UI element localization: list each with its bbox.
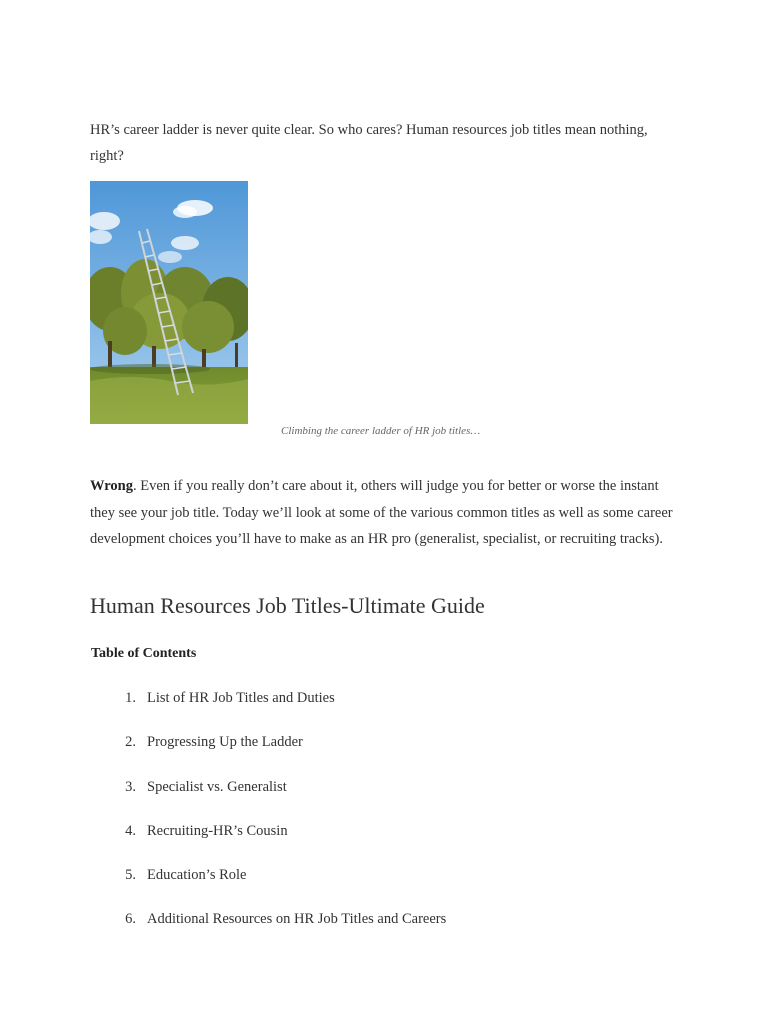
toc-item[interactable] bbox=[90, 820, 446, 864]
ladder-orchard-photo bbox=[90, 181, 248, 424]
lead-emphasis: Wrong bbox=[90, 478, 133, 494]
lead-paragraph bbox=[90, 473, 680, 553]
toc-item[interactable] bbox=[90, 864, 446, 908]
toc-item[interactable] bbox=[90, 776, 446, 820]
toc-item-link[interactable]: Specialist vs. Generalist bbox=[147, 778, 287, 795]
toc-item-number: 5. bbox=[125, 867, 136, 884]
toc-item-link[interactable]: List of HR Job Titles and Duties bbox=[147, 690, 335, 706]
section-heading: Human Resources Job Titles-Ultimate Guide bbox=[90, 593, 485, 618]
toc-item-number: 3. bbox=[125, 778, 136, 795]
toc-item-number: 6. bbox=[125, 911, 136, 928]
toc-item-link[interactable]: Progressing Up the Ladder bbox=[147, 734, 303, 751]
toc-item-number: 1. bbox=[125, 690, 136, 706]
toc-title: Table of Contents bbox=[91, 646, 197, 661]
document-page bbox=[90, 0, 690, 1024]
toc-item-number: 4. bbox=[125, 822, 136, 839]
toc-item[interactable] bbox=[90, 687, 446, 731]
toc-item[interactable] bbox=[90, 731, 446, 775]
toc-item-link[interactable]: Recruiting-HR’s Cousin bbox=[147, 822, 288, 839]
lead-text: . Even if you really don’t care about it, others will judge you for better or worse the instant they see your job title. Today we’ll look at some of the various common titles as well as some career development choices you’ll have to make as an HR pro (generalist, specialist, or recruiting tracks). bbox=[90, 478, 673, 547]
toc-item-link[interactable]: Additional Resources on HR Job Titles and Careers bbox=[147, 911, 447, 928]
table-of-contents bbox=[90, 687, 446, 953]
toc-item-link[interactable]: Education’s Role bbox=[147, 867, 247, 884]
intro-paragraph: HR’s career ladder is never quite clear. So who cares? Human resources job titles mean nothing, right? bbox=[90, 122, 648, 164]
figure-caption: Climbing the career ladder of HR job titles… bbox=[281, 425, 481, 437]
toc-item[interactable] bbox=[90, 908, 446, 952]
toc-item-number: 2. bbox=[125, 734, 136, 751]
